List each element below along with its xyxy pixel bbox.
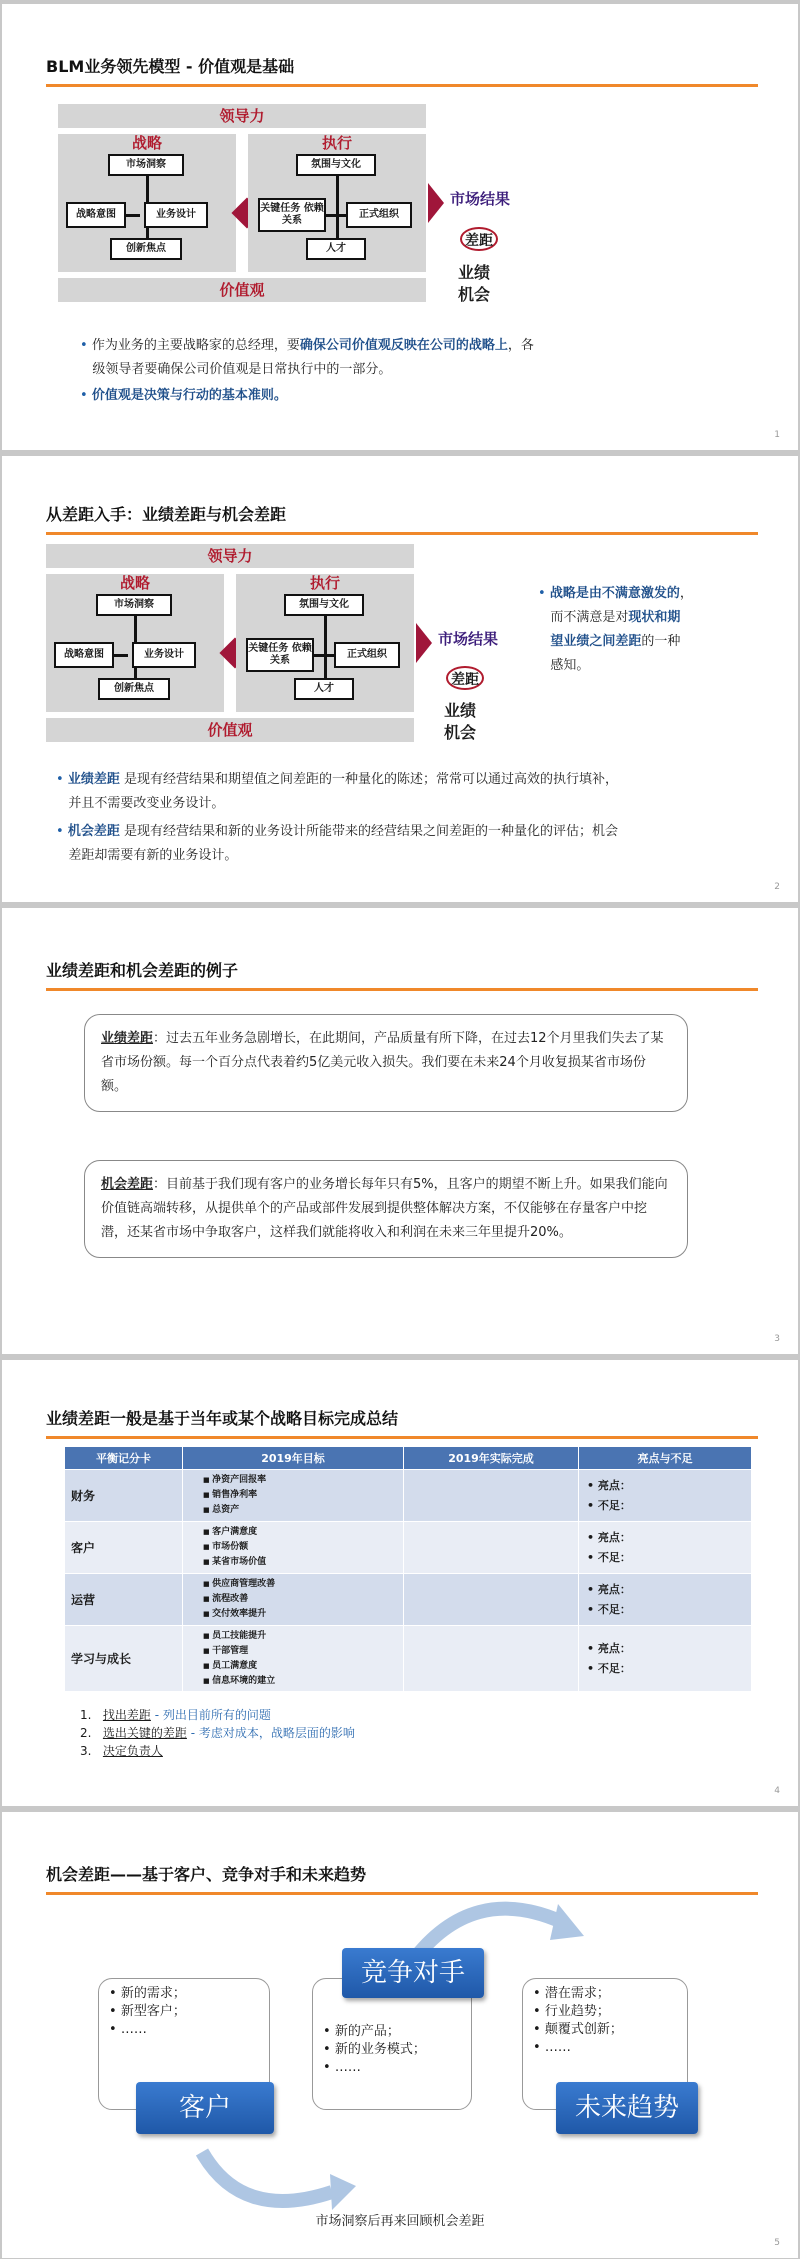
list-item: • …… xyxy=(323,2060,361,2075)
key-tasks-box: 关键任务 依赖关系 xyxy=(258,198,326,232)
opportunity-gap-example: 机会差距：目前基于我们现有客户的业务增长每年只有5%，且客户的期望不断上升。如果我们能向价值链高端转移，从提供单个的产品或部件发展到提供整体解决方案，不仅能够在存量客户中挖潜，还某省市场中争取客户，这样我们就能将收入和利润在未来三年里提升20%。 xyxy=(84,1160,688,1258)
innovation-focus-box: 创新焦点 xyxy=(98,678,170,700)
col-highlights: 亮点与不足 xyxy=(579,1447,752,1470)
blm-diagram xyxy=(46,544,414,746)
bullet-2: • 价值观是决策与行动的基本准则。 xyxy=(80,388,287,403)
innovation-focus-box: 创新焦点 xyxy=(110,238,182,260)
list-item: • 新的需求； xyxy=(109,1986,186,2001)
slide-title: BLM业务领先模型 - 价值观是基础 xyxy=(46,57,295,76)
page-number: 3 xyxy=(774,1334,780,1344)
slide-3 xyxy=(2,908,798,1354)
list-item: • …… xyxy=(533,2040,571,2055)
trend-label: 未来趋势 xyxy=(556,2082,698,2134)
title-rule xyxy=(46,988,758,991)
side-note: • 战略是由不满意激发的， 而不满意是对现状和期 望业绩之间差距的一种 感知。 xyxy=(538,586,693,673)
caption: 市场洞察后再来回顾机会差距 xyxy=(315,2214,485,2229)
gap-oval: 差距 xyxy=(460,227,498,251)
climate-culture-box: 氛围与文化 xyxy=(296,154,376,176)
goals-cell: ■ 客户满意度 ■ 市场份额 ■ 某省市场价值 xyxy=(183,1522,404,1574)
goals-cell: ■ 净资产回报率 ■ 销售净利率 ■ 总资产 xyxy=(183,1470,404,1522)
leadership-bar: 领导力 xyxy=(58,104,426,128)
business-design-box: 业务设计 xyxy=(132,642,196,668)
arrow-triangle xyxy=(416,623,432,663)
strategic-intent-box: 战略意图 xyxy=(54,642,114,668)
col-scorecard: 平衡记分卡 xyxy=(65,1447,183,1470)
competitor-label: 竞争对手 xyxy=(342,1948,484,1998)
strategy-panel xyxy=(46,574,224,712)
execution-panel xyxy=(248,134,426,272)
market-result-label: 市场结果 xyxy=(438,630,499,648)
execution-heading: 执行 xyxy=(321,134,352,152)
bottom-arrow xyxy=(202,2152,332,2201)
strategy-heading: 战略 xyxy=(131,134,162,152)
strategy-panel xyxy=(58,134,236,272)
performance-label: 业绩 机会 xyxy=(458,263,491,304)
slide-4 xyxy=(2,1360,798,1806)
steps-list xyxy=(80,1706,355,1760)
list-item: • 颠覆式创新； xyxy=(533,2022,623,2037)
dimension-cell: 运营 xyxy=(65,1574,183,1626)
bottom-arrow-head xyxy=(330,2174,356,2210)
performance-gap-example: 业绩差距：过去五年业务急剧增长，在此期间，产品质量有所下降，在过去12个月里我们失去了某省市场份额。每一个百分点代表着约5亿美元收入损失。我们要在未来24个月收复损某省市场份额。 xyxy=(84,1014,688,1112)
slide-1 xyxy=(2,4,798,450)
col-actual: 2019年实际完成 xyxy=(404,1447,579,1470)
list-item: • 潜在需求； xyxy=(533,1986,610,2001)
goals-cell: ■ 供应商管理改善 ■ 流程改善 ■ 交付效率提升 xyxy=(183,1574,404,1626)
dimension-cell: 学习与成长 xyxy=(65,1626,183,1692)
climate-culture-box: 氛围与文化 xyxy=(284,594,364,616)
slide-title: 业绩差距一般是基于当年或某个战略目标完成总结 xyxy=(46,1409,399,1428)
market-result-label: 市场结果 xyxy=(450,190,511,208)
bullet-1: • 作为业务的主要战略家的总经理，要确保公司价值观反映在公司的战略上，各 级领导者要确保公司价值观是日常执行中的一部分。 xyxy=(80,338,534,377)
talent-box: 人才 xyxy=(306,238,366,260)
gap-oval: 差距 xyxy=(446,666,484,690)
bullet-opportunity-gap: • 机会差距 是现有经营结果和新的业务设计所能带来的经营结果之间差距的一种量化的评估；机会 差距却需要有新的业务设计。 xyxy=(56,824,618,863)
table-row xyxy=(65,1522,752,1574)
table-row xyxy=(65,1574,752,1626)
list-item: 1. 找出差距 - 列出目前所有的问题 xyxy=(80,1708,271,1722)
list-item: • …… xyxy=(109,2022,147,2037)
list-item: 2. 选出关键的差距 - 考虑对成本，战略层面的影响 xyxy=(80,1726,355,1740)
table-header-row xyxy=(65,1447,752,1470)
title-rule xyxy=(46,84,758,87)
blm-diagram xyxy=(58,104,426,306)
strategy-heading: 战略 xyxy=(119,574,150,592)
key-tasks-box: 关键任务 依赖关系 xyxy=(246,638,314,672)
actual-cell xyxy=(404,1470,579,1522)
slide-title: 机会差距——基于客户、竞争对手和未来趋势 xyxy=(46,1865,367,1884)
execution-heading: 执行 xyxy=(309,574,340,592)
list-item: • 行业趋势； xyxy=(533,2004,610,2019)
slide-5 xyxy=(2,1812,798,2258)
market-insight-box: 市场洞察 xyxy=(96,594,172,616)
page-number: 1 xyxy=(774,430,780,440)
actual-cell xyxy=(404,1626,579,1692)
table-row xyxy=(65,1470,752,1522)
slide-title: 业绩差距和机会差距的例子 xyxy=(46,961,239,980)
market-insight-box: 市场洞察 xyxy=(108,154,184,176)
page-number: 5 xyxy=(774,2238,780,2248)
formal-org-box: 正式组织 xyxy=(346,202,412,228)
list-item: • 新的产品； xyxy=(323,2024,400,2039)
scorecard-table xyxy=(64,1446,752,1692)
list-item: • 新型客户； xyxy=(109,2004,186,2019)
table-row xyxy=(65,1626,752,1692)
title-rule xyxy=(46,1436,758,1439)
values-bar: 价值观 xyxy=(46,718,414,742)
title-rule xyxy=(46,532,758,535)
slide-2 xyxy=(2,456,798,902)
highlights-cell: • 亮点： • 不足： xyxy=(579,1522,752,1574)
goals-cell: ■ 员工技能提升 ■ 干部管理 ■ 员工满意度 ■ 信息环境的建立 xyxy=(183,1626,404,1692)
values-bar: 价值观 xyxy=(58,278,426,302)
performance-label: 业绩 机会 xyxy=(444,701,477,742)
talent-box: 人才 xyxy=(294,678,354,700)
list-item: • 新的业务模式； xyxy=(323,2042,426,2057)
leadership-bar: 领导力 xyxy=(46,544,414,568)
page-number: 4 xyxy=(774,1786,780,1796)
bullet-performance-gap: • 业绩差距 是现有经营结果和期望值之间差距的一种量化的陈述；常常可以通过高效的执行填补， 并且不需要改变业务设计。 xyxy=(56,772,618,811)
dimension-cell: 财务 xyxy=(65,1470,183,1522)
actual-cell xyxy=(404,1522,579,1574)
page-number: 2 xyxy=(774,882,780,892)
highlights-cell: • 亮点： • 不足： xyxy=(579,1626,752,1692)
arrow-triangle xyxy=(428,183,444,223)
highlights-cell: • 亮点： • 不足： xyxy=(579,1470,752,1522)
highlights-cell: • 亮点： • 不足： xyxy=(579,1574,752,1626)
dimension-cell: 客户 xyxy=(65,1522,183,1574)
execution-panel xyxy=(236,574,414,712)
formal-org-box: 正式组织 xyxy=(334,642,400,668)
top-arrow-head xyxy=(550,1904,584,1940)
col-target: 2019年目标 xyxy=(183,1447,404,1470)
actual-cell xyxy=(404,1574,579,1626)
list-item: 3. 决定负责人 xyxy=(80,1744,163,1758)
customer-label: 客户 xyxy=(136,2082,274,2134)
slide-title: 从差距入手：业绩差距与机会差距 xyxy=(46,505,287,524)
business-design-box: 业务设计 xyxy=(144,202,208,228)
strategic-intent-box: 战略意图 xyxy=(66,202,126,228)
